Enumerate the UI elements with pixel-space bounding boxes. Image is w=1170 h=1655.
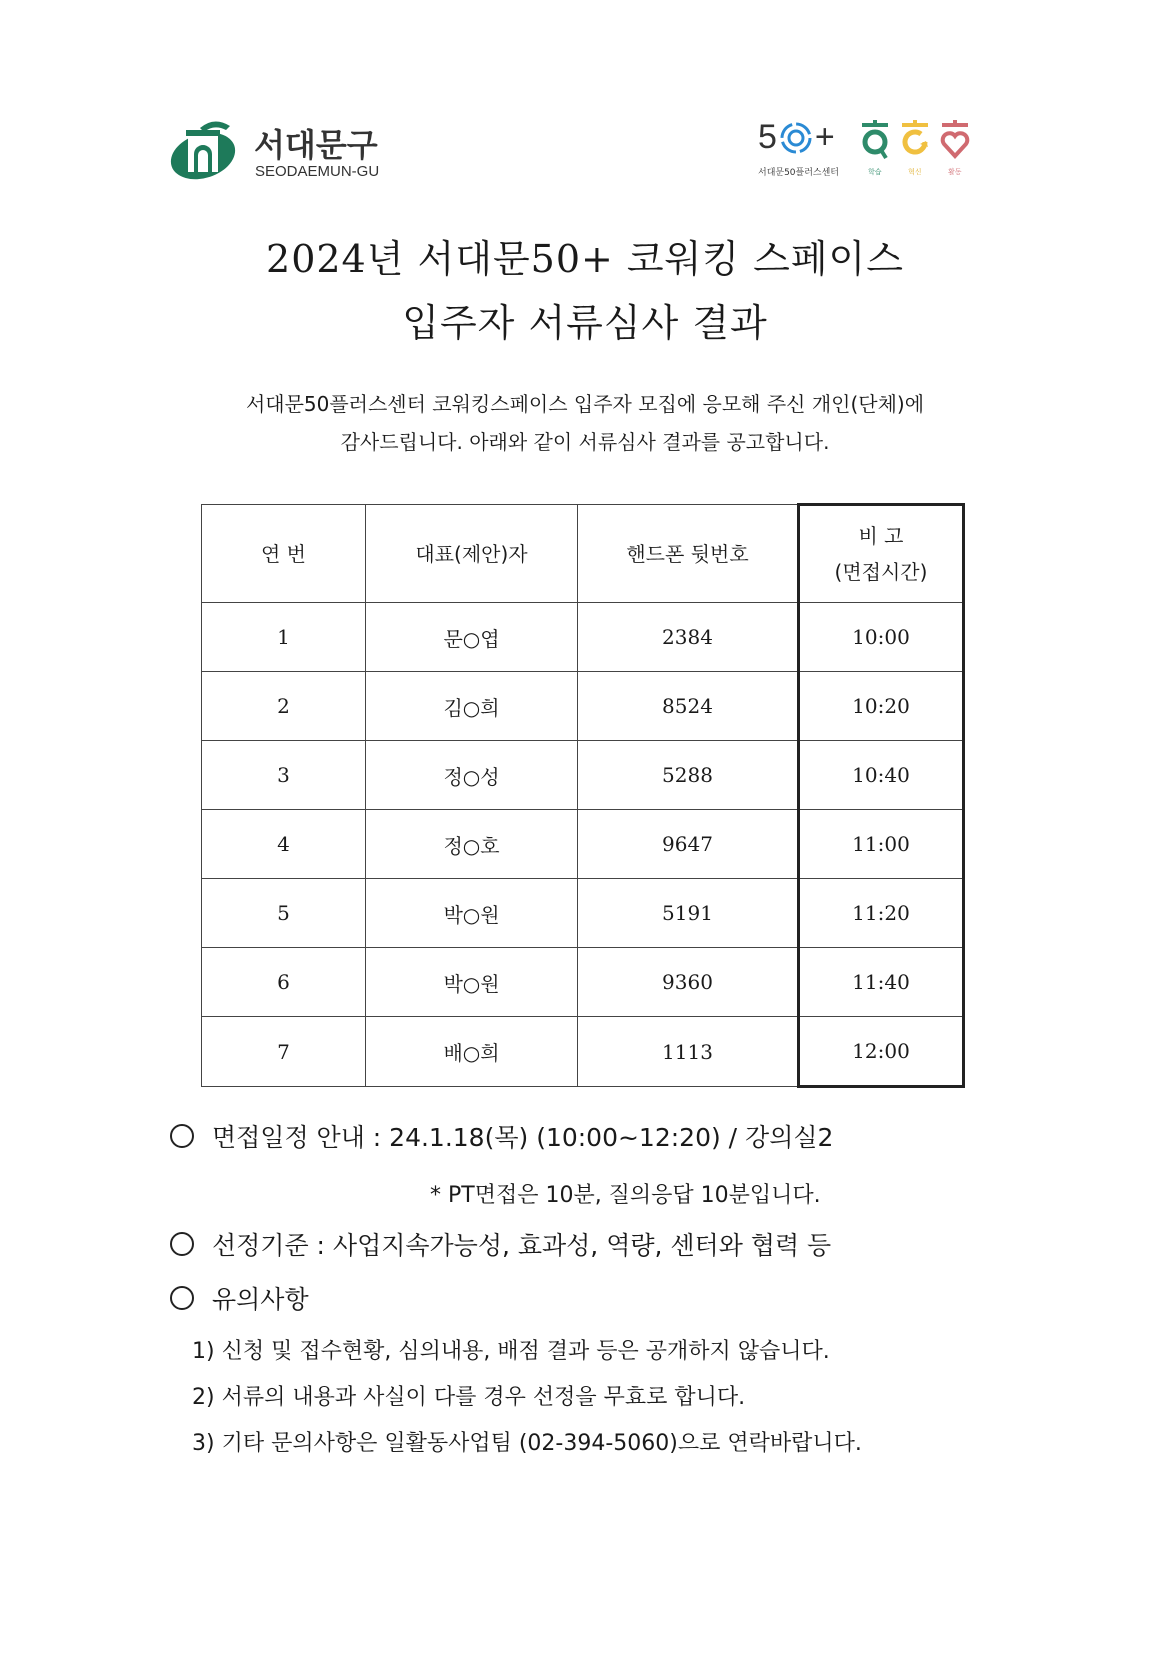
row-no: 3 <box>202 741 366 810</box>
row-no: 1 <box>202 603 366 672</box>
seodaemun-50plus-center-logo <box>758 118 988 188</box>
activity-label: 활동 <box>948 168 962 176</box>
row-phone: 8524 <box>578 672 799 741</box>
interview-duration-note: * PT면접은 10분, 질의응답 10분입니다. <box>430 1183 821 1208</box>
header-remarks-line1: 비 고 <box>858 524 904 548</box>
row-phone: 5288 <box>578 741 799 810</box>
document-title-line1: 2024년 서대문50+ 코워킹 스페이스 <box>266 237 904 281</box>
row-interview-time: 11:00 <box>799 810 964 879</box>
row-name: 박○원 <box>366 879 578 948</box>
table-header-row <box>202 505 964 603</box>
mark-plus: + <box>814 118 835 156</box>
seodaemun-gu-logo <box>170 118 400 188</box>
interview-schedule-text: 면접일정 안내 : 24.1.18(목) (10:00~12:20) / 강의실2 <box>212 1123 834 1152</box>
district-name-korean: 서대문구 <box>254 126 378 164</box>
table-row <box>202 672 964 741</box>
intro-line2: 감사드립니다. 아래와 같이 서류심사 결과를 공고합니다. <box>340 430 830 454</box>
circle-bullet-icon <box>170 1286 194 1310</box>
learning-label: 학습 <box>868 168 882 176</box>
circle-bullet-icon <box>170 1232 194 1256</box>
cautions-title: 유의사항 <box>212 1285 309 1314</box>
table-row <box>202 603 964 672</box>
header-remarks <box>799 505 964 603</box>
row-name: 배○희 <box>366 1017 578 1087</box>
row-no: 7 <box>202 1017 366 1087</box>
row-no: 6 <box>202 948 366 1017</box>
row-interview-time: 10:40 <box>799 741 964 810</box>
row-interview-time: 10:20 <box>799 672 964 741</box>
row-phone: 9647 <box>578 810 799 879</box>
row-no: 5 <box>202 879 366 948</box>
circle-bullet-icon <box>170 1124 194 1148</box>
row-name: 정○성 <box>366 741 578 810</box>
header-phone: 핸드폰 뒷번호 <box>578 505 799 603</box>
row-name: 박○원 <box>366 948 578 1017</box>
mark-digit: 5 <box>758 118 777 156</box>
row-interview-time: 12:00 <box>799 1017 964 1087</box>
row-phone: 2384 <box>578 603 799 672</box>
screening-results-table <box>201 503 965 1088</box>
selection-criteria-note <box>170 1226 831 1262</box>
table-row <box>202 741 964 810</box>
table-row <box>202 948 964 1017</box>
table-row <box>202 810 964 879</box>
cautions-heading <box>170 1280 309 1316</box>
ring-zero-icon <box>779 121 813 155</box>
selection-criteria-text: 선정기준 : 사업지속가능성, 효과성, 역량, 센터와 협력 등 <box>212 1231 832 1260</box>
row-interview-time: 11:40 <box>799 948 964 1017</box>
innovation-glyph-icon <box>898 118 932 162</box>
row-no: 4 <box>202 810 366 879</box>
learning-glyph-icon <box>858 118 892 162</box>
row-phone: 1113 <box>578 1017 799 1087</box>
row-phone: 5191 <box>578 879 799 948</box>
row-name: 문○엽 <box>366 603 578 672</box>
table-row <box>202 1017 964 1087</box>
caution-item-1: 1) 신청 및 접수현황, 심의내용, 배점 결과 등은 공개하지 않습니다. <box>192 1339 830 1364</box>
row-phone: 9360 <box>578 948 799 1017</box>
caution-item-2: 2) 서류의 내용과 사실이 다를 경우 선정을 무효로 합니다. <box>192 1385 746 1410</box>
interview-schedule-note <box>170 1118 833 1154</box>
intro-paragraph <box>0 385 1170 461</box>
header-no: 연 번 <box>202 505 366 603</box>
district-name-english: SEODAEMUN-GU <box>255 163 380 180</box>
caution-item-3: 3) 기타 문의사항은 일활동사업팀 (02-394-5060)으로 연락바랍니다. <box>192 1431 862 1456</box>
document-title-line2: 입주자 서류심사 결과 <box>402 301 768 345</box>
row-name: 정○호 <box>366 810 578 879</box>
center-name: 서대문50플러스센터 <box>758 168 840 178</box>
row-interview-time: 10:00 <box>799 603 964 672</box>
row-interview-time: 11:20 <box>799 879 964 948</box>
row-no: 2 <box>202 672 366 741</box>
activity-heart-glyph-icon <box>938 118 972 162</box>
header-remarks-line2: (면접시간) <box>834 560 928 584</box>
row-name: 김○희 <box>366 672 578 741</box>
seodaemun-gate-emblem-icon <box>170 118 240 184</box>
header-name: 대표(제안)자 <box>366 505 578 603</box>
table-row <box>202 879 964 948</box>
innovation-label: 혁신 <box>908 168 922 176</box>
fifty-plus-mark <box>758 118 835 157</box>
intro-line1: 서대문50플러스센터 코워킹스페이스 입주자 모집에 응모해 주신 개인(단체)에 <box>245 392 925 416</box>
